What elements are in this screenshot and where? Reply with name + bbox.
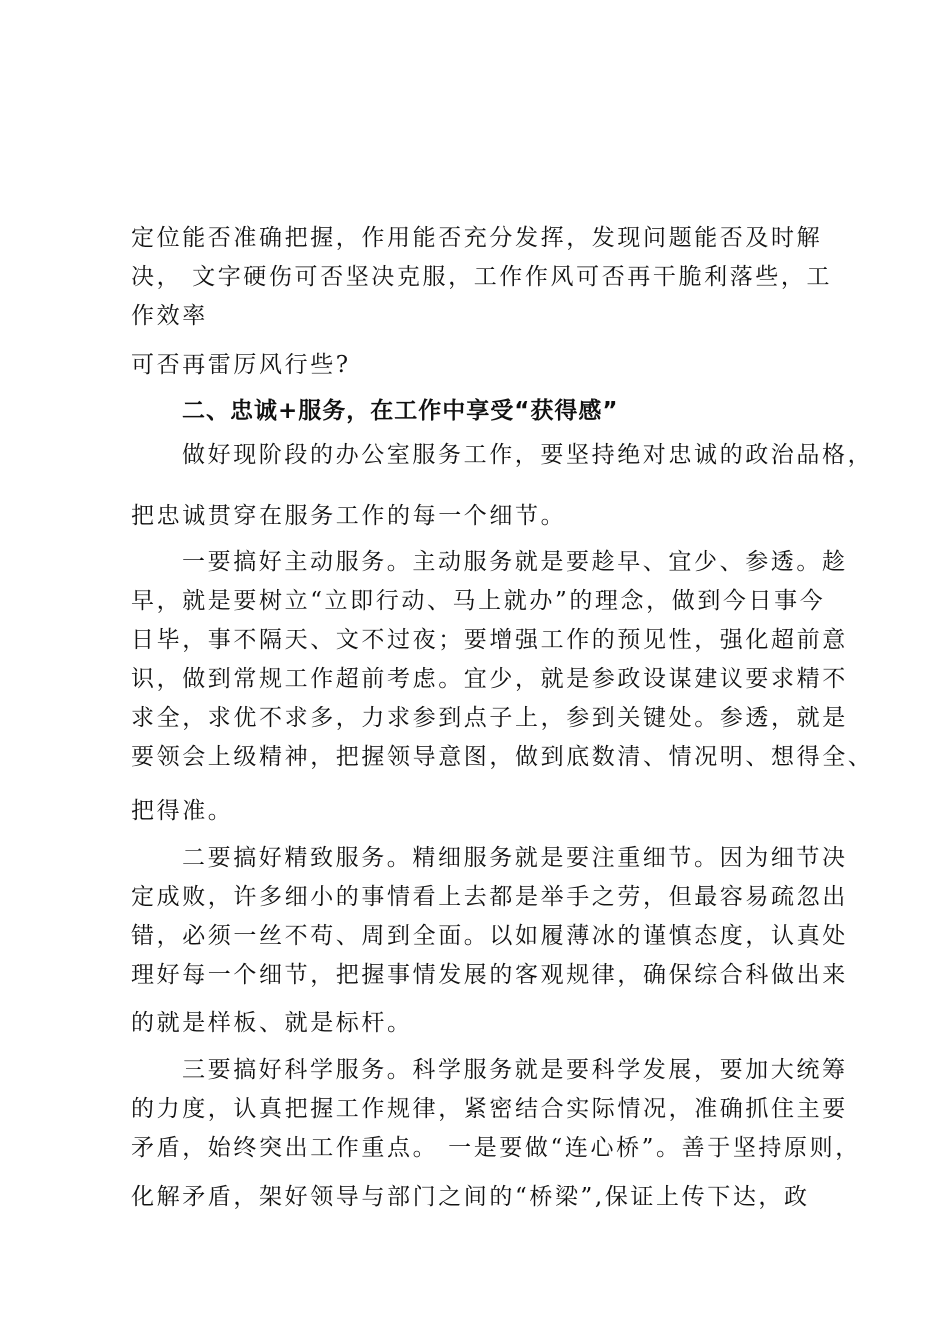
paragraph-line: 可否再雷厉风行些? bbox=[131, 352, 351, 378]
paragraph-line: 化解矛盾，架好领导与部门之间的“桥梁”,保证上传下达，政 bbox=[131, 1184, 810, 1210]
section-heading: 二、忠诚+服务，在工作中享受“获得感” bbox=[182, 398, 619, 424]
paragraph-line: 做好现阶段的办公室服务工作，要坚持绝对忠诚的政治品格， bbox=[182, 442, 874, 468]
paragraph-line: 识，做到常规工作超前考虑。宜少，就是参政设谋建议要求精不 bbox=[131, 666, 848, 692]
paragraph-line: 二要搞好精致服务。精细服务就是要注重细节。因为细节决 bbox=[182, 845, 848, 871]
paragraph-line: 的力度，认真把握工作规律，紧密结合实际情况，准确抓住主要 bbox=[131, 1096, 848, 1122]
paragraph-line: 把忠诚贯穿在服务工作的每一个细节。 bbox=[131, 503, 567, 529]
paragraph-line: 定位能否准确把握，作用能否充分发挥，发现问题能否及时解 bbox=[131, 225, 823, 251]
paragraph-line: 把得准。 bbox=[131, 798, 234, 824]
paragraph-line: 的就是样板、就是标杆。 bbox=[131, 1010, 413, 1036]
paragraph-line: 求全，求优不求多，力求参到点子上，参到关键处。参透，就是 bbox=[131, 705, 848, 731]
paragraph-line: 一要搞好主动服务。主动服务就是要趁早、宜少、参透。趁 bbox=[182, 549, 848, 575]
paragraph-line: 矛盾，始终突出工作重点。 一是要做“连心桥”。善于坚持原则， bbox=[131, 1135, 861, 1161]
paragraph-line: 定成败，许多细小的事情看上去都是举手之劳，但最容易疏忽出 bbox=[131, 884, 848, 910]
paragraph-line: 错，必须一丝不苟、周到全面。以如履薄冰的谨慎态度，认真处 bbox=[131, 923, 848, 949]
paragraph-line: 决， 文字硬伤可否坚决克服，工作作风可否再干脆利落些，工 bbox=[131, 264, 833, 290]
paragraph-line: 三要搞好科学服务。科学服务就是要科学发展，要加大统筹 bbox=[182, 1057, 848, 1083]
paragraph-line: 作效率 bbox=[131, 303, 208, 329]
paragraph-line: 要领会上级精神，把握领导意图，做到底数清、情况明、想得全、 bbox=[131, 744, 874, 770]
paragraph-line: 早，就是要树立“立即行动、马上就办”的理念，做到今日事今 bbox=[131, 588, 826, 614]
paragraph-line: 日毕，事不隔天、文不过夜；要增强工作的预见性，强化超前意 bbox=[131, 627, 848, 653]
paragraph-line: 理好每一个细节，把握事情发展的客观规律，确保综合科做出来 bbox=[131, 962, 848, 988]
